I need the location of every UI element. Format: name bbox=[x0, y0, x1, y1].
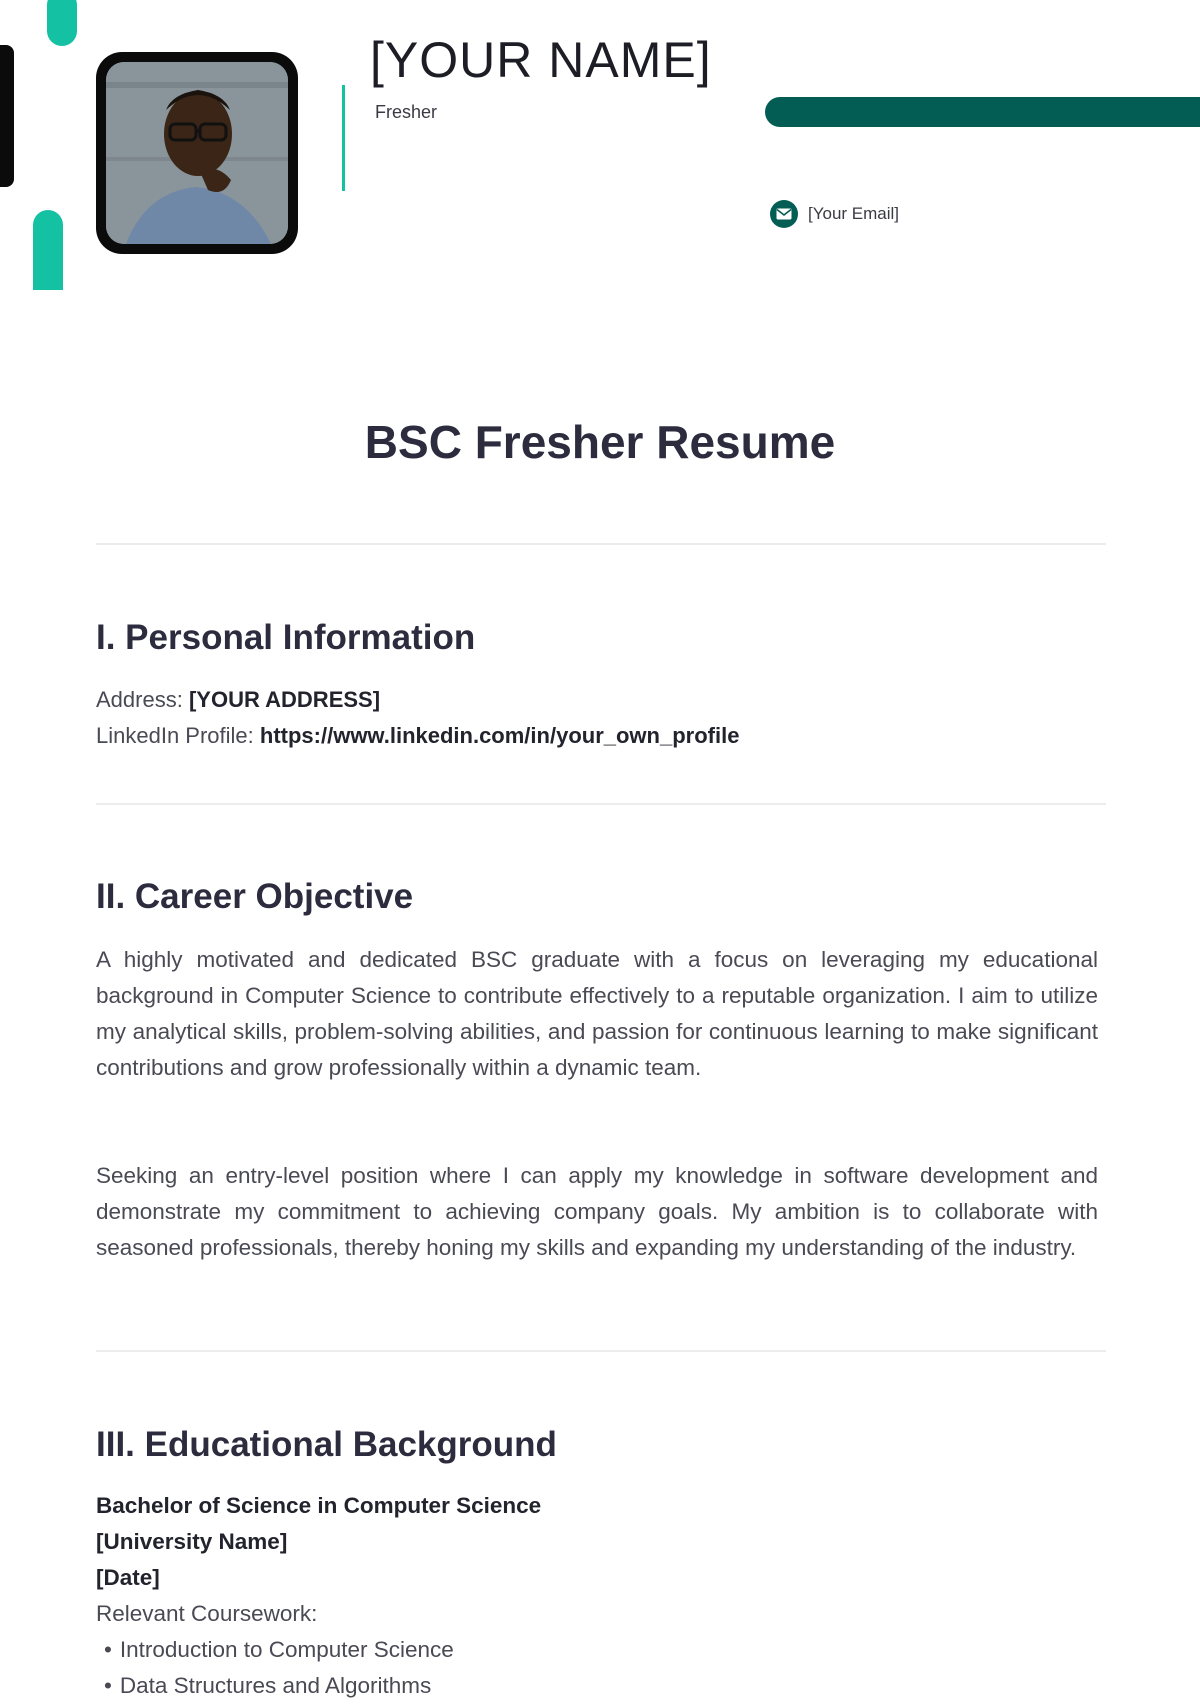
header-accent-line bbox=[342, 85, 345, 191]
decorative-black-bar bbox=[0, 45, 14, 187]
document-title: BSC Fresher Resume bbox=[364, 416, 836, 468]
email-icon bbox=[770, 200, 798, 228]
graduation-date: [Date] bbox=[96, 1565, 160, 1590]
candidate-name: [YOUR NAME] bbox=[370, 32, 712, 88]
linkedin-label: LinkedIn Profile: bbox=[96, 723, 254, 748]
email-text: [Your Email] bbox=[808, 204, 900, 223]
address-value: [YOUR ADDRESS] bbox=[188, 687, 381, 712]
divider bbox=[96, 543, 1106, 545]
linkedin-line bbox=[96, 723, 739, 749]
list-item: • Introduction to Computer Science bbox=[96, 1632, 541, 1668]
divider bbox=[96, 1350, 1106, 1352]
header-accent-bar bbox=[765, 97, 1200, 127]
section-heading-educational-background: III. Educational Background bbox=[96, 1425, 557, 1464]
decorative-teal-pill-top bbox=[47, 0, 77, 46]
degree: Bachelor of Science in Computer Science bbox=[96, 1493, 542, 1518]
career-objective-paragraph-1: A highly motivated and dedicated BSC graduate with a focus on leveraging my educational background in Computer Science to contribute effectively to a reputable organization. I aim to utilize my analytical skills, problem-solving abilities, and passion for continuous learning to make significant contributions and grow professionally within a dynamic team. bbox=[96, 947, 1098, 1080]
list-item: • Data Structures and Algorithms bbox=[96, 1668, 541, 1704]
education-details bbox=[96, 1488, 541, 1704]
decorative-teal-pill-bottom bbox=[33, 210, 63, 290]
divider bbox=[96, 803, 1106, 805]
university-name: [University Name] bbox=[96, 1529, 288, 1554]
coursework-label: Relevant Coursework: bbox=[96, 1601, 318, 1626]
candidate-role: Fresher bbox=[375, 102, 438, 122]
address-line bbox=[96, 687, 380, 713]
coursework-list bbox=[96, 1632, 541, 1704]
linkedin-link[interactable]: https://www.linkedin.com/in/your_own_profile bbox=[259, 723, 740, 748]
profile-photo-illustration bbox=[106, 62, 288, 244]
profile-photo bbox=[106, 62, 288, 244]
section-heading-career-objective: II. Career Objective bbox=[96, 877, 414, 916]
career-objective-paragraph-2: Seeking an entry-level position where I can apply my knowledge in software development and demonstrate my commitment to achieving company goals. My ambition is to collaborate with seasoned professionals, thereby honing my skills and expanding my understanding of the industry. bbox=[96, 1163, 1098, 1260]
profile-photo-frame bbox=[96, 52, 298, 254]
address-label: Address: bbox=[96, 687, 183, 712]
section-heading-personal-information: I. Personal Information bbox=[96, 618, 476, 657]
email-contact bbox=[770, 200, 899, 228]
